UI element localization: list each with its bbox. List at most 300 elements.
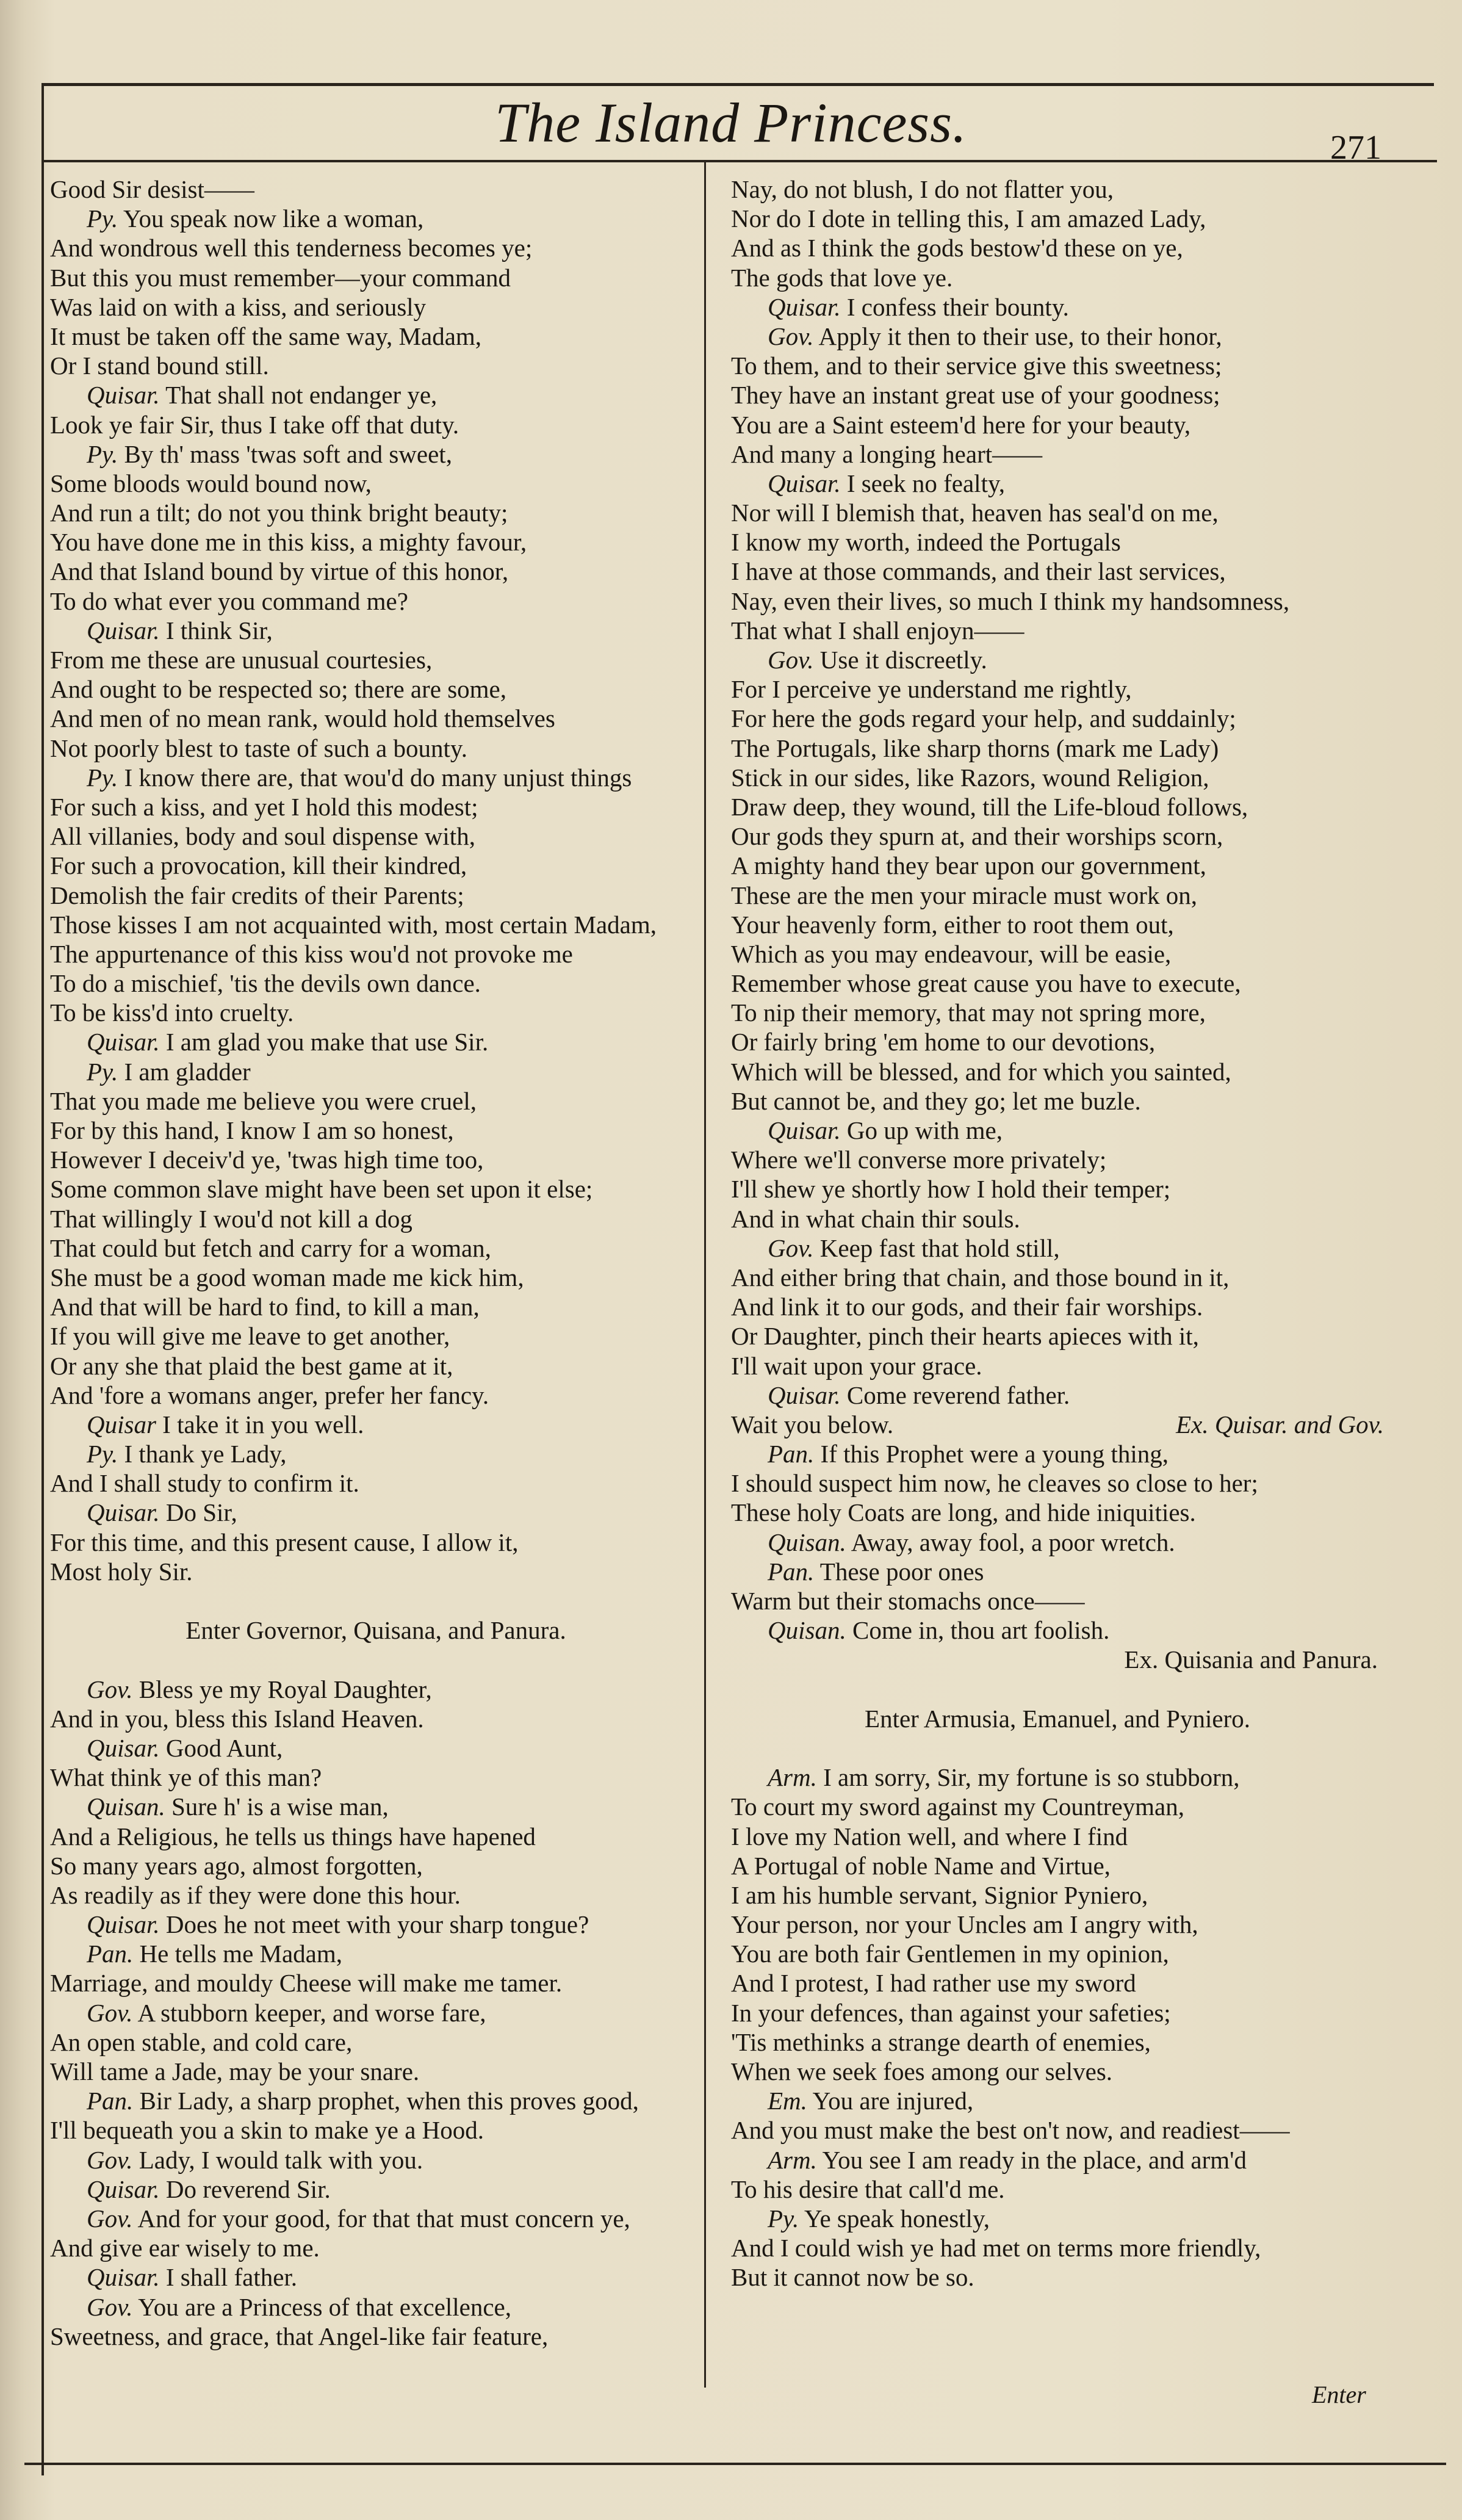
speaker-name: Quisar xyxy=(87,1410,156,1439)
verse-line xyxy=(50,998,702,1027)
running-title: The Island Princess. xyxy=(495,92,967,154)
verse-line xyxy=(731,1057,1384,1086)
speaker-name: Gov. xyxy=(87,1675,133,1703)
speech-line xyxy=(50,1027,702,1056)
speech-line xyxy=(50,616,702,645)
verse-line xyxy=(50,557,702,586)
verse-line xyxy=(50,1233,702,1263)
line-text: He tells me Madam, xyxy=(133,1940,343,1968)
verse-line xyxy=(50,881,702,910)
speech-line xyxy=(50,1410,702,1439)
verse-line xyxy=(50,1351,702,1381)
line-text: Our gods they spurn at, and their worships scorn, xyxy=(731,822,1223,851)
speech-line xyxy=(731,292,1384,322)
verse-line xyxy=(731,1586,1384,1616)
verse-line xyxy=(50,1851,702,1880)
line-text: For this time, and this present cause, I allow it, xyxy=(50,1528,519,1556)
speaker-name: Py. xyxy=(87,1057,118,1086)
line-text: Draw deep, they wound, till the Life-bloud follows, xyxy=(731,792,1248,821)
line-text: All villanies, body and soul dispense with, xyxy=(50,822,475,851)
verse-line xyxy=(50,1263,702,1292)
verse-line xyxy=(731,1292,1384,1321)
speaker-name: Gov. xyxy=(87,2204,133,2233)
verse-line xyxy=(731,734,1384,763)
line-text: You are a Princess of that excellence, xyxy=(132,2292,512,2321)
line-text: Warm but their stomachs once—— xyxy=(731,1587,1085,1615)
verse-line xyxy=(50,851,702,880)
line-text: The appurtenance of this kiss wou'd not provoke me xyxy=(50,939,573,968)
line-text: And that will be hard to find, to kill a man, xyxy=(50,1293,480,1321)
speaker-name: Quisan. xyxy=(768,1528,846,1556)
line-text: To be kiss'd into cruelty. xyxy=(50,998,294,1027)
line-text: And wondrous well this tenderness becomes ye; xyxy=(50,234,533,262)
line-text: Stick in our sides, like Razors, wound Religion, xyxy=(731,763,1209,792)
line-text: Nor do I dote in telling this, I am amazed Lady, xyxy=(731,204,1206,233)
speaker-name: Gov. xyxy=(768,1233,814,1262)
line-text: These holy Coats are long, and hide iniquities. xyxy=(731,1498,1196,1527)
line-text: Sure h' is a wise man, xyxy=(165,1793,389,1821)
line-text: If you will give me leave to get another, xyxy=(50,1322,450,1351)
line-text: You are a Saint esteem'd here for your beauty, xyxy=(731,410,1191,439)
blank-line xyxy=(50,1586,702,1616)
line-text: Some bloods would bound now, xyxy=(50,469,372,497)
stage-direction xyxy=(50,1616,702,1645)
line-text: And run a tilt; do not you think bright beauty; xyxy=(50,499,508,527)
verse-line xyxy=(731,1086,1384,1116)
line-text: I know my worth, indeed the Portugals xyxy=(731,528,1121,557)
line-text: You have done me in this kiss, a mighty favour, xyxy=(50,528,527,557)
speech-line xyxy=(731,1763,1384,1792)
verse-line xyxy=(50,910,702,939)
verse-line xyxy=(731,1468,1384,1498)
blank-line xyxy=(50,1645,702,1674)
line-text: And link it to our gods, and their fair worships. xyxy=(731,1293,1203,1321)
line-text: And in you, bless this Island Heaven. xyxy=(50,1704,424,1733)
speech-line xyxy=(50,2262,702,2292)
line-text: Bir Lady, a sharp prophet, when this proves good, xyxy=(133,2087,639,2115)
speech-line xyxy=(731,2086,1384,2115)
verse-line xyxy=(731,939,1384,969)
speaker-name: Arm. xyxy=(768,2145,817,2174)
verse-line xyxy=(50,1528,702,1557)
line-text: I am gladder xyxy=(118,1057,251,1086)
verse-line xyxy=(50,2322,702,2351)
speech-line xyxy=(731,1116,1384,1145)
line-text: Away, away fool, a poor wretch. xyxy=(846,1528,1175,1556)
line-text: However I deceiv'd ye, 'twas high time too, xyxy=(50,1146,484,1174)
line-text: The gods that love ye. xyxy=(731,263,953,292)
line-text: Bless ye my Royal Daughter, xyxy=(132,1675,432,1703)
verse-line xyxy=(731,527,1384,557)
line-text: For such a kiss, and yet I hold this modest; xyxy=(50,792,478,821)
line-text: I confess their bounty. xyxy=(840,292,1069,321)
speech-line xyxy=(50,2204,702,2233)
speech-line xyxy=(50,1439,702,1468)
verse-line xyxy=(731,1968,1384,1998)
speaker-name: Quisar. xyxy=(87,1028,160,1056)
column-divider xyxy=(704,160,706,2388)
line-text: A stubborn keeper, and worse fare, xyxy=(132,1998,486,2027)
verse-line xyxy=(50,1292,702,1321)
line-text: Which will be blessed, and for which you sainted, xyxy=(731,1057,1231,1086)
line-text: I am glad you make that use Sir. xyxy=(159,1028,489,1056)
verse-line xyxy=(731,1204,1384,1233)
speech-line xyxy=(731,469,1384,498)
line-text: Your person, nor your Uncles am I angry with, xyxy=(731,1910,1198,1939)
verse-line xyxy=(50,233,702,262)
speaker-name: Quisan. xyxy=(768,1616,846,1645)
line-text: To court my sword against my Countreyman, xyxy=(731,1793,1184,1821)
line-text: And many a longing heart—— xyxy=(731,439,1043,468)
left-column xyxy=(50,175,702,2351)
speaker-name: Quisar. xyxy=(768,1116,841,1144)
speech-line xyxy=(731,1233,1384,1263)
line-text: Come reverend father. xyxy=(840,1381,1070,1409)
verse-line xyxy=(50,734,702,763)
speech-line xyxy=(50,2145,702,2175)
line-text: And for your good, for that that must concern ye, xyxy=(132,2204,630,2233)
verse-line xyxy=(731,792,1384,821)
line-text: Nor will I blemish that, heaven has seal'd on me, xyxy=(731,499,1219,527)
verse-line xyxy=(50,792,702,821)
line-text: To his desire that call'd me. xyxy=(731,2175,1005,2203)
line-text: They have an instant great use of your goodness; xyxy=(731,381,1220,410)
verse-line xyxy=(50,1968,702,1998)
line-text: These poor ones xyxy=(814,1557,984,1586)
speech-line xyxy=(731,1439,1384,1468)
line-text: Keep fast that hold still, xyxy=(813,1233,1060,1262)
line-text: These are the men your miracle must work on, xyxy=(731,881,1197,909)
verse-line xyxy=(731,263,1384,292)
line-text: I take it in you well. xyxy=(156,1410,364,1439)
line-text: For I perceive ye understand me rightly, xyxy=(731,675,1132,704)
speech-line xyxy=(731,1557,1384,1586)
header-rule xyxy=(43,160,1437,162)
speaker-name: Quisar. xyxy=(87,1498,160,1527)
line-text: But cannot be, and they go; let me buzle. xyxy=(731,1086,1141,1115)
line-text: Not poorly blest to taste of such a bounty. xyxy=(50,734,467,762)
verse-line xyxy=(731,2057,1384,2086)
verse-line xyxy=(731,175,1384,204)
speaker-name: Quisar. xyxy=(87,1910,160,1939)
speech-line xyxy=(731,1528,1384,1557)
line-text: Lady, I would talk with you. xyxy=(132,2145,423,2174)
verse-line xyxy=(50,1704,702,1733)
line-text: I'll bequeath you a skin to make ye a Hood. xyxy=(50,2116,484,2145)
speech-line xyxy=(50,1498,702,1527)
line-text: I should suspect him now, he cleaves so close to her; xyxy=(731,1469,1258,1498)
stage-direction-text: Enter Governor, Quisana, and Panura. xyxy=(185,1616,566,1645)
line-text: I know there are, that wou'd do many unjust things xyxy=(118,763,632,792)
verse-line xyxy=(50,1557,702,1586)
line-text: In your defences, than against your safeties; xyxy=(731,1998,1171,2027)
line-text: I'll shew ye shortly how I hold their temper; xyxy=(731,1175,1171,1204)
verse-line xyxy=(50,1321,702,1351)
line-text: For such a provocation, kill their kindred, xyxy=(50,851,467,880)
line-text: I'll wait upon your grace. xyxy=(731,1351,982,1380)
verse-line xyxy=(50,2115,702,2145)
verse-line xyxy=(731,498,1384,527)
verse-line xyxy=(50,292,702,322)
speech-line xyxy=(50,1733,702,1763)
line-text: An open stable, and cold care, xyxy=(50,2027,353,2056)
speech-line xyxy=(731,2204,1384,2233)
line-text: That shall not endanger ye, xyxy=(159,381,438,410)
speech-line xyxy=(50,1939,702,1968)
verse-line xyxy=(731,1027,1384,1056)
verse-line xyxy=(731,1880,1384,1910)
line-text: Which as you may endeavour, will be easie, xyxy=(731,939,1172,968)
speech-line xyxy=(50,1057,702,1086)
verse-line xyxy=(50,1174,702,1204)
verse-line xyxy=(731,1910,1384,1939)
bottom-rule xyxy=(24,2463,1446,2465)
line-text: You see I am ready in the place, and arm'd xyxy=(816,2145,1247,2174)
speaker-name: Py. xyxy=(768,2204,799,2233)
speaker-name: Quisan. xyxy=(87,1793,165,1821)
line-text: Remember whose great cause you have to execute, xyxy=(731,969,1241,998)
verse-line xyxy=(731,1939,1384,1968)
line-text: But this you must remember—your command xyxy=(50,263,511,292)
verse-line xyxy=(731,1998,1384,2027)
speech-line xyxy=(50,2086,702,2115)
line-text: So many years ago, almost forgotten, xyxy=(50,1851,423,1880)
verse-line xyxy=(50,969,702,998)
speaker-name: Pan. xyxy=(768,1440,815,1468)
verse-line xyxy=(50,1116,702,1145)
speech-line xyxy=(50,2175,702,2204)
verse-line xyxy=(50,1763,702,1792)
verse-line xyxy=(50,351,702,380)
speaker-name: Quisar. xyxy=(768,292,841,321)
speaker-name: Quisar. xyxy=(87,616,160,644)
verse-line xyxy=(731,2027,1384,2057)
speaker-name: Quisar. xyxy=(87,381,160,410)
line-text: What think ye of this man? xyxy=(50,1763,322,1792)
line-text: To do a mischief, 'tis the devils own dance. xyxy=(50,969,481,998)
speaker-name: Pan. xyxy=(87,2087,134,2115)
verse-line xyxy=(731,380,1384,410)
verse-line xyxy=(731,204,1384,233)
blank-line xyxy=(731,1675,1384,1704)
catchword: Enter xyxy=(1312,2381,1366,2408)
line-text: Or any she that plaid the best game at it, xyxy=(50,1351,453,1380)
line-text: And a Religious, he tells us things have hapened xyxy=(50,1822,536,1850)
verse-line xyxy=(731,1351,1384,1381)
right-column xyxy=(731,175,1384,2292)
speech-line xyxy=(50,439,702,469)
speech-line xyxy=(731,1381,1384,1410)
line-text: Or Daughter, pinch their hearts apieces with it, xyxy=(731,1322,1199,1351)
speech-line xyxy=(731,322,1384,351)
verse-line xyxy=(731,1174,1384,1204)
verse-line xyxy=(731,998,1384,1027)
speaker-name: Arm. xyxy=(768,1763,817,1792)
line-text: And ought to be respected so; there are some, xyxy=(50,675,507,704)
speaker-name: Gov. xyxy=(87,1998,133,2027)
page-number: 271 xyxy=(1330,129,1381,167)
verse-line xyxy=(731,1498,1384,1527)
verse-line xyxy=(731,587,1384,616)
verse-line xyxy=(50,1204,702,1233)
speaker-name: Quisar. xyxy=(768,469,841,497)
line-text: And I protest, I had rather use my sword xyxy=(731,1969,1136,1998)
speech-line xyxy=(50,1998,702,2027)
exit-direction xyxy=(731,1645,1384,1674)
verse-line xyxy=(50,1880,702,1910)
left-rule xyxy=(41,83,44,2475)
speaker-name: Gov. xyxy=(87,2145,133,2174)
line-text: You are both fair Gentlemen in my opinion, xyxy=(731,1940,1169,1968)
verse-line xyxy=(50,2027,702,2057)
speech-line xyxy=(50,380,702,410)
verse-line xyxy=(731,1410,1384,1439)
line-text: Those kisses I am not acquainted with, most certain Madam, xyxy=(50,910,657,939)
line-text: That what I shall enjoyn—— xyxy=(731,616,1024,644)
line-text: Some common slave might have been set upon it else; xyxy=(50,1175,593,1204)
line-text: But it cannot now be so. xyxy=(731,2263,974,2292)
line-text: From me these are unusual courtesies, xyxy=(50,646,433,674)
verse-line xyxy=(731,821,1384,851)
verse-line xyxy=(731,2175,1384,2204)
line-text: And 'fore a womans anger, prefer her fancy. xyxy=(50,1381,489,1409)
line-text: Where we'll converse more privately; xyxy=(731,1146,1107,1174)
line-text: Do Sir, xyxy=(159,1498,237,1527)
speech-line xyxy=(50,1675,702,1704)
line-text: Good Sir desist—— xyxy=(50,175,254,203)
stage-direction xyxy=(731,1704,1384,1733)
speaker-name: Py. xyxy=(87,1440,118,1468)
speaker-name: Quisar. xyxy=(87,2263,160,2292)
verse-line xyxy=(731,704,1384,733)
verse-line xyxy=(731,233,1384,262)
verse-line xyxy=(50,704,702,733)
verse-line xyxy=(50,587,702,616)
verse-line xyxy=(50,410,702,439)
verse-line xyxy=(50,1468,702,1498)
line-text: Or I stand bound still. xyxy=(50,352,269,380)
verse-line xyxy=(50,674,702,704)
line-text: It must be taken off the same way, Madam, xyxy=(50,322,482,350)
line-text: Your heavenly form, either to root them out, xyxy=(731,910,1174,939)
line-text: Use it discreetly. xyxy=(813,646,987,674)
verse-line xyxy=(731,1145,1384,1174)
verse-line xyxy=(50,1145,702,1174)
speech-line xyxy=(731,645,1384,674)
line-text: I think Sir, xyxy=(159,616,273,644)
line-text: To do what ever you command me? xyxy=(50,587,408,615)
speech-line xyxy=(50,204,702,233)
line-text: And that Island bound by virtue of this honor, xyxy=(50,557,509,586)
line-text: That you made me believe you were cruel, xyxy=(50,1086,477,1115)
line-text: Does he not meet with your sharp tongue? xyxy=(159,1910,589,1939)
verse-line xyxy=(731,1822,1384,1851)
speech-line xyxy=(50,1910,702,1939)
line-text: Wait you below. xyxy=(731,1410,894,1439)
line-text: And give ear wisely to me. xyxy=(50,2234,320,2262)
speaker-name: Gov. xyxy=(87,2292,133,2321)
speech-line xyxy=(731,2145,1384,2175)
verse-line xyxy=(731,616,1384,645)
speech-line xyxy=(731,1616,1384,1645)
speaker-name: Pan. xyxy=(87,1940,134,1968)
line-text: You speak now like a woman, xyxy=(118,204,424,233)
line-text: Come in, thou art foolish. xyxy=(846,1616,1110,1645)
line-text: Sweetness, and grace, that Angel-like fair feature, xyxy=(50,2322,549,2350)
line-text: Ye speak honestly, xyxy=(799,2204,990,2233)
verse-line xyxy=(50,1086,702,1116)
verse-line xyxy=(731,1263,1384,1292)
speaker-name: Py. xyxy=(87,763,118,792)
verse-line xyxy=(50,469,702,498)
line-text: Do reverend Sir. xyxy=(159,2175,331,2203)
line-text: To them, and to their service give this sweetness; xyxy=(731,352,1222,380)
line-text: And either bring that chain, and those bound in it, xyxy=(731,1263,1230,1291)
line-text: That could but fetch and carry for a woman, xyxy=(50,1233,491,1262)
verse-line xyxy=(731,351,1384,380)
line-text: I seek no fealty, xyxy=(840,469,1006,497)
line-text: And I shall study to confirm it. xyxy=(50,1469,359,1498)
line-text: I have at those commands, and their last services, xyxy=(731,557,1226,586)
line-text: She must be a good woman made me kick him, xyxy=(50,1263,524,1291)
line-text: I love my Nation well, and where I find xyxy=(731,1822,1128,1850)
speaker-name: Quisar. xyxy=(87,2175,160,2203)
exit-direction-text: Ex. Quisania and Panura. xyxy=(1124,1645,1378,1674)
line-text: Or fairly bring 'em home to our devotions, xyxy=(731,1028,1156,1056)
line-text: Apply it then to their use, to their honor, xyxy=(813,322,1222,350)
verse-line xyxy=(50,175,702,204)
line-text: And men of no mean rank, would hold themselves xyxy=(50,704,555,733)
verse-line xyxy=(50,263,702,292)
exit-tag: Ex. Quisar. and Gov. xyxy=(1176,1410,1384,1439)
line-text: When we seek foes among our selves. xyxy=(731,2057,1113,2085)
line-text: Good Aunt, xyxy=(159,1733,283,1762)
verse-line xyxy=(731,910,1384,939)
verse-line xyxy=(731,557,1384,586)
verse-line xyxy=(50,821,702,851)
verse-line xyxy=(50,2057,702,2086)
verse-line xyxy=(731,881,1384,910)
line-text: And I could wish ye had met on terms more friendly, xyxy=(731,2234,1261,2262)
verse-line xyxy=(731,674,1384,704)
speaker-name: Gov. xyxy=(768,646,814,674)
verse-line xyxy=(50,1381,702,1410)
speaker-name: Gov. xyxy=(768,322,814,350)
line-text: I thank ye Lady, xyxy=(118,1440,287,1468)
speaker-name: Em. xyxy=(768,2087,807,2115)
speech-line xyxy=(50,1792,702,1821)
line-text: Was laid on with a kiss, and seriously xyxy=(50,292,427,321)
blank-line xyxy=(731,1733,1384,1763)
verse-line xyxy=(731,439,1384,469)
line-text: Most holy Sir. xyxy=(50,1557,193,1586)
verse-line xyxy=(731,763,1384,792)
speech-line xyxy=(50,2292,702,2322)
verse-line xyxy=(50,322,702,351)
line-text: If this Prophet were a young thing, xyxy=(814,1440,1169,1468)
speaker-name: Pan. xyxy=(768,1557,815,1586)
line-text: For here the gods regard your help, and suddainly; xyxy=(731,704,1236,733)
line-text: I am sorry, Sir, my fortune is so stubborn, xyxy=(816,1763,1240,1792)
speaker-name: Quisar. xyxy=(87,1733,160,1762)
line-text: To nip their memory, that may not spring more, xyxy=(731,998,1206,1027)
line-text: Nay, do not blush, I do not flatter you, xyxy=(731,175,1114,203)
line-text: Demolish the fair credits of their Parents; xyxy=(50,881,464,909)
speech-line xyxy=(50,763,702,792)
verse-line xyxy=(50,645,702,674)
speaker-name: Quisar. xyxy=(768,1381,841,1409)
verse-line xyxy=(731,1792,1384,1821)
